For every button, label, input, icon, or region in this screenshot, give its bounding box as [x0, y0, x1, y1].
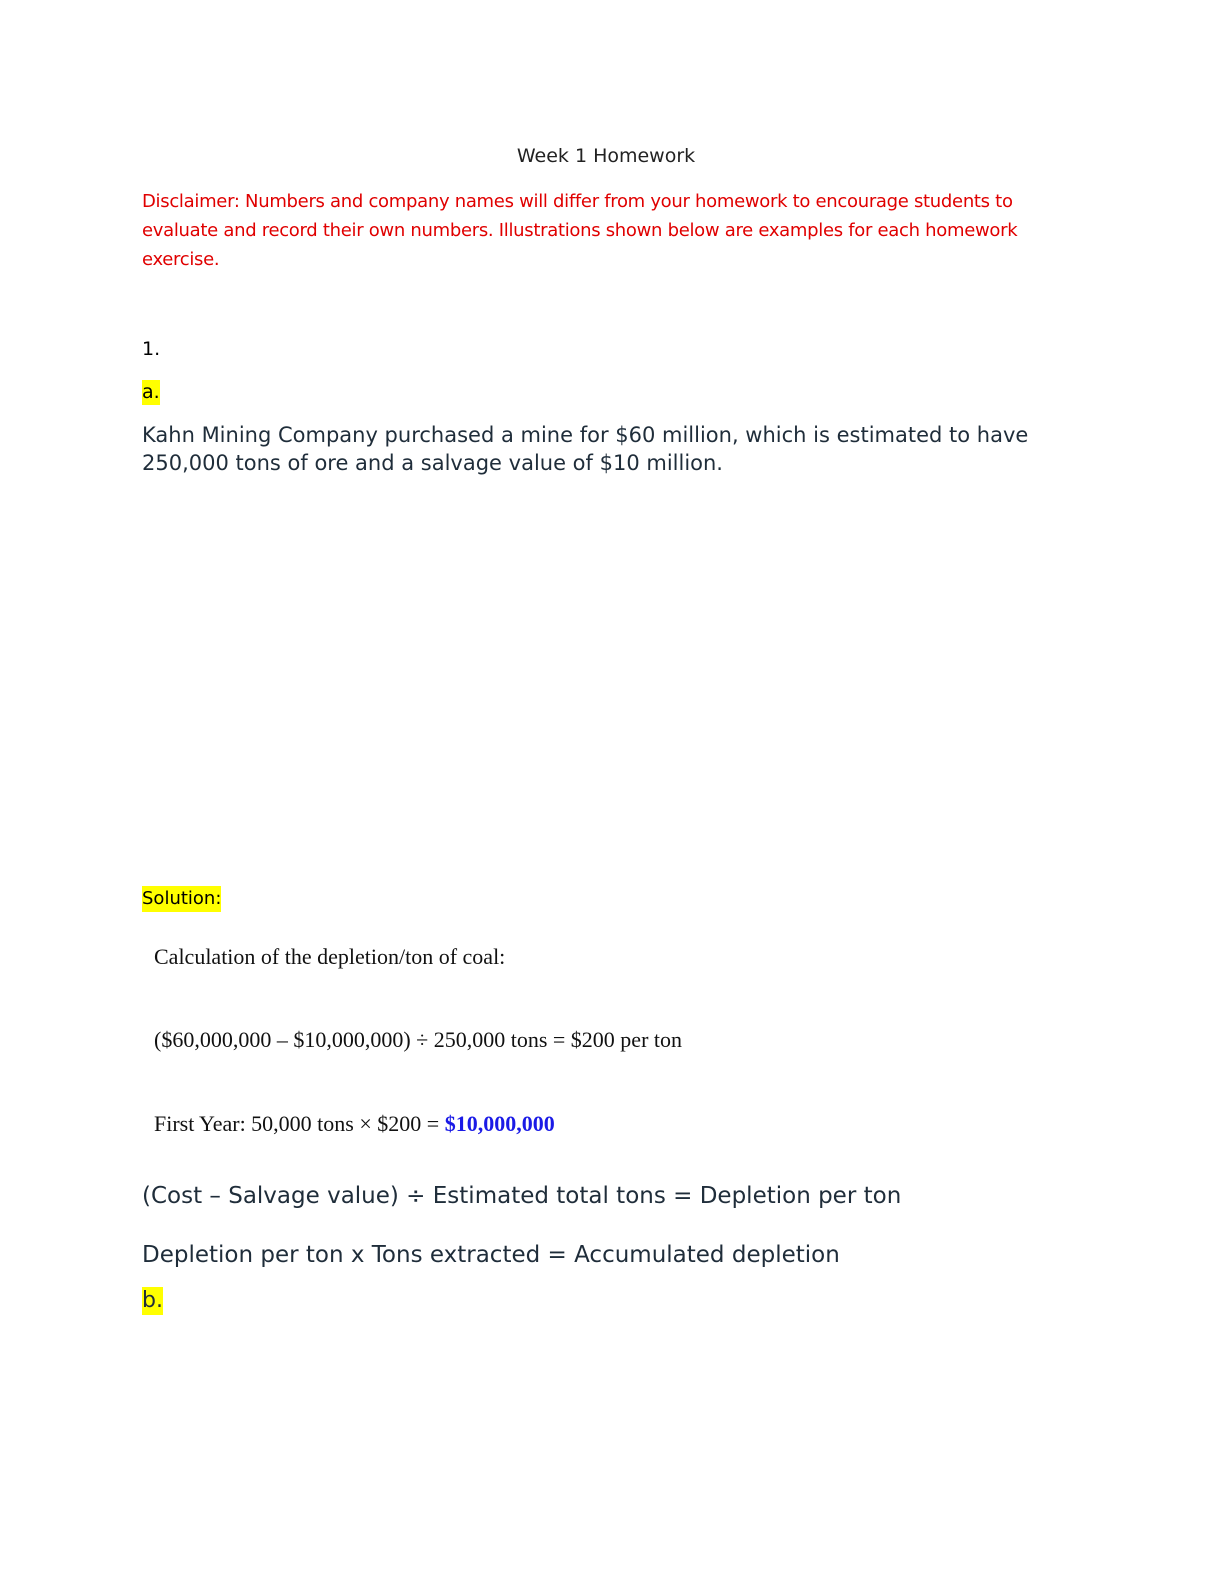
- part-b-label-wrapper: [142, 1287, 163, 1315]
- page-title: Week 1 Homework: [516, 145, 696, 167]
- calculation-formula: ($60,000,000 – $10,000,000) ÷ 250,000 tons = $200 per ton: [154, 1027, 683, 1052]
- solution-label-wrapper: [142, 886, 221, 912]
- question-number: 1.: [142, 338, 161, 360]
- disclaimer-text: Disclaimer: Numbers and company names will differ from your homework to encourage students to evaluate and record their own numbers. Illustrations shown below are examples for each homework exercise.: [142, 191, 1018, 270]
- depletion-rule-1: (Cost – Salvage value) ÷ Estimated total tons = Depletion per ton: [142, 1183, 902, 1209]
- calculation-heading: Calculation of the depletion/ton of coal:: [154, 944, 506, 969]
- first-year-result: $10,000,000: [444, 1111, 555, 1136]
- part-b-label: b.: [142, 1288, 163, 1313]
- problem-statement: Kahn Mining Company purchased a mine for $60 million, which is estimated to have 250,000 tons of ore and a salvage value of $10 million.: [142, 423, 1029, 475]
- part-a-label-wrapper: [142, 380, 160, 405]
- first-year-prefix: First Year: 50,000 tons × $200 =: [154, 1111, 445, 1136]
- first-year-calculation: [154, 1110, 555, 1138]
- depletion-rule-2: Depletion per ton x Tons extracted = Accumulated depletion: [142, 1242, 840, 1268]
- part-a-label: a.: [142, 381, 160, 403]
- solution-label: Solution:: [142, 886, 221, 912]
